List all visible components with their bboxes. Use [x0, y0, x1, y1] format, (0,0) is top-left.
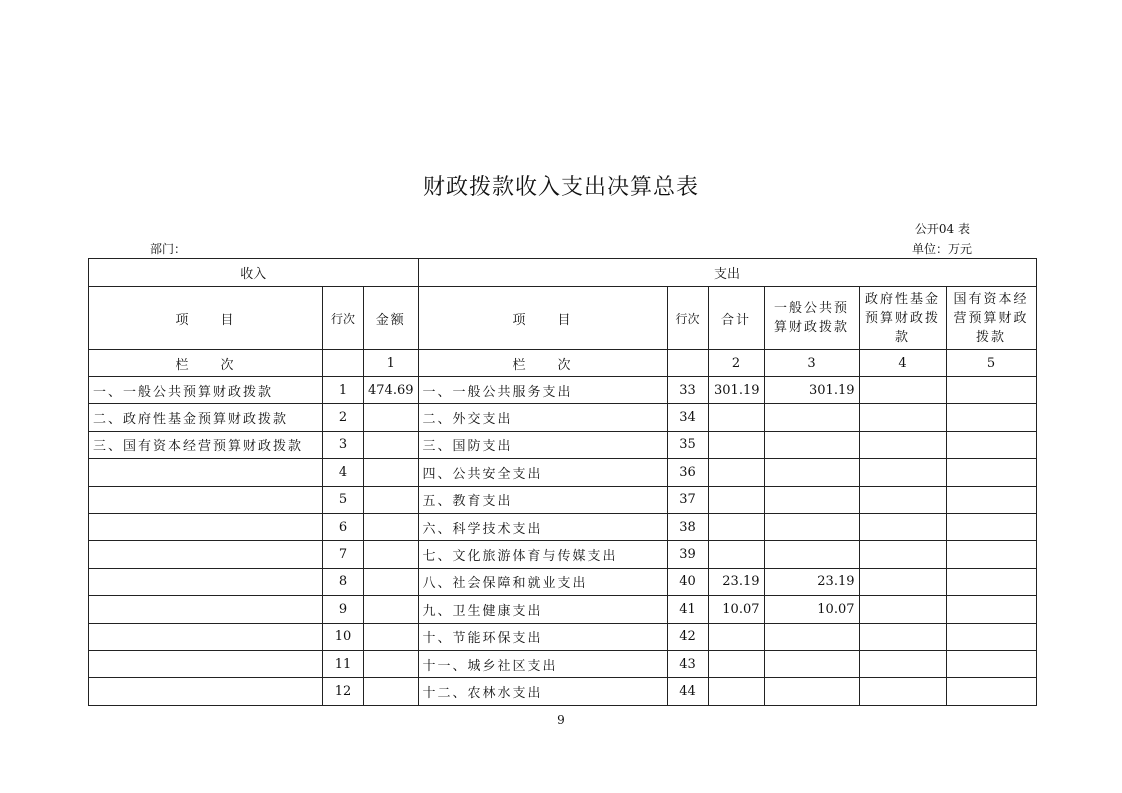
expense-line-cell: 36	[667, 459, 708, 486]
table-row	[89, 678, 1037, 705]
income-amount-cell	[364, 596, 419, 623]
expense-item-cell: 八、社会保障和就业支出	[418, 568, 667, 595]
empty-cell	[667, 350, 708, 377]
expense-item-cell: 十、节能环保支出	[418, 623, 667, 650]
income-line-cell: 1	[323, 377, 364, 404]
income-amount-cell	[364, 486, 419, 513]
expense-item-header: 项 目	[418, 287, 667, 350]
total-cell	[708, 513, 764, 540]
income-line-cell: 7	[323, 541, 364, 568]
income-item-cell: 一、一般公共预算财政拨款	[89, 377, 323, 404]
income-line-cell: 11	[323, 650, 364, 677]
expense-item-cell: 一、一般公共服务支出	[418, 377, 667, 404]
general-budget-cell	[764, 404, 859, 431]
income-item-cell	[89, 513, 323, 540]
income-amount-cell	[364, 568, 419, 595]
expense-column-order: 栏 次	[418, 350, 667, 377]
gov-fund-cell	[859, 596, 946, 623]
income-header: 收入	[89, 259, 419, 287]
general-budget-cell	[764, 650, 859, 677]
state-capital-cell	[946, 678, 1036, 705]
total-cell: 23.19	[708, 568, 764, 595]
general-budget-cell	[764, 513, 859, 540]
column-number-4: 4	[859, 350, 946, 377]
income-item-cell: 二、政府性基金预算财政拨款	[89, 404, 323, 431]
expense-item-cell: 四、公共安全支出	[418, 459, 667, 486]
state-capital-cell	[946, 596, 1036, 623]
general-budget-cell	[764, 541, 859, 568]
income-item-cell	[89, 459, 323, 486]
table-row	[89, 541, 1037, 568]
gov-fund-cell	[859, 377, 946, 404]
table-row	[89, 568, 1037, 595]
total-cell	[708, 431, 764, 458]
income-line-cell: 5	[323, 486, 364, 513]
income-item-cell: 三、国有资本经营预算财政拨款	[89, 431, 323, 458]
header-row-sections	[89, 259, 1037, 287]
total-header: 合计	[708, 287, 764, 350]
total-cell	[708, 678, 764, 705]
income-amount-cell	[364, 431, 419, 458]
expense-line-header: 行次	[667, 287, 708, 350]
state-capital-header: 国有资本经营预算财政拨款	[946, 287, 1036, 350]
income-line-cell: 8	[323, 568, 364, 595]
expense-line-cell: 38	[667, 513, 708, 540]
gov-fund-cell	[859, 678, 946, 705]
state-capital-cell	[946, 568, 1036, 595]
state-capital-cell	[946, 486, 1036, 513]
gov-fund-cell	[859, 431, 946, 458]
fiscal-appropriation-table	[88, 258, 1037, 706]
expense-item-cell: 六、科学技术支出	[418, 513, 667, 540]
total-cell	[708, 486, 764, 513]
income-item-header: 项 目	[89, 287, 323, 350]
expense-line-cell: 43	[667, 650, 708, 677]
general-budget-cell: 23.19	[764, 568, 859, 595]
expense-line-cell: 35	[667, 431, 708, 458]
table-row	[89, 623, 1037, 650]
income-line-cell: 4	[323, 459, 364, 486]
general-budget-cell	[764, 678, 859, 705]
income-amount-cell: 474.69	[364, 377, 419, 404]
gov-fund-cell	[859, 623, 946, 650]
gov-fund-cell	[859, 650, 946, 677]
income-item-cell	[89, 486, 323, 513]
expense-line-cell: 40	[667, 568, 708, 595]
general-budget-cell	[764, 459, 859, 486]
table-row	[89, 404, 1037, 431]
general-budget-cell	[764, 486, 859, 513]
income-column-order: 栏 次	[89, 350, 323, 377]
total-cell: 10.07	[708, 596, 764, 623]
expense-line-cell: 33	[667, 377, 708, 404]
total-cell	[708, 459, 764, 486]
expense-line-cell: 44	[667, 678, 708, 705]
income-line-cell: 9	[323, 596, 364, 623]
income-item-cell	[89, 650, 323, 677]
gov-fund-cell	[859, 541, 946, 568]
gov-fund-cell	[859, 486, 946, 513]
expense-line-cell: 41	[667, 596, 708, 623]
income-item-cell	[89, 678, 323, 705]
gov-fund-cell	[859, 568, 946, 595]
expense-item-cell: 十二、农林水支出	[418, 678, 667, 705]
general-budget-cell	[764, 623, 859, 650]
total-cell	[708, 404, 764, 431]
income-amount-cell	[364, 459, 419, 486]
income-line-cell: 12	[323, 678, 364, 705]
income-item-cell	[89, 596, 323, 623]
expense-line-cell: 34	[667, 404, 708, 431]
state-capital-cell	[946, 459, 1036, 486]
header-row-columns	[89, 287, 1037, 350]
gov-fund-cell	[859, 513, 946, 540]
income-item-cell	[89, 568, 323, 595]
page-title: 财政拨款收入支出决算总表	[422, 175, 699, 200]
general-budget-cell: 10.07	[764, 596, 859, 623]
income-amount-cell	[364, 404, 419, 431]
gov-fund-cell	[859, 404, 946, 431]
expense-item-cell: 三、国防支出	[418, 431, 667, 458]
table-row	[89, 377, 1037, 404]
state-capital-cell	[946, 541, 1036, 568]
table-code: 公开04 表	[914, 222, 970, 236]
general-budget-cell: 301.19	[764, 377, 859, 404]
state-capital-cell	[946, 377, 1036, 404]
department-label: 部门：	[150, 242, 187, 256]
gov-fund-header: 政府性基金预算财政拨款	[859, 287, 946, 350]
income-amount-cell	[364, 623, 419, 650]
column-number-1: 1	[364, 350, 419, 377]
income-item-cell	[89, 623, 323, 650]
income-line-cell: 10	[323, 623, 364, 650]
state-capital-cell	[946, 623, 1036, 650]
table-row	[89, 486, 1037, 513]
income-amount-cell	[364, 650, 419, 677]
total-cell: 301.19	[708, 377, 764, 404]
income-amount-cell	[364, 513, 419, 540]
gov-fund-cell	[859, 459, 946, 486]
income-amount-cell	[364, 541, 419, 568]
expense-item-cell: 二、外交支出	[418, 404, 667, 431]
expense-item-cell: 七、文化旅游体育与传媒支出	[418, 541, 667, 568]
table-row	[89, 513, 1037, 540]
state-capital-cell	[946, 650, 1036, 677]
state-capital-cell	[946, 404, 1036, 431]
table-row	[89, 650, 1037, 677]
income-amount-header: 金额	[364, 287, 419, 350]
expense-line-cell: 42	[667, 623, 708, 650]
expense-item-cell: 十一、城乡社区支出	[418, 650, 667, 677]
general-budget-header: 一般公共预算财政拨款	[764, 287, 859, 350]
empty-cell	[323, 350, 364, 377]
expense-header: 支出	[418, 259, 1036, 287]
column-number-5: 5	[946, 350, 1036, 377]
total-cell	[708, 623, 764, 650]
income-amount-cell	[364, 678, 419, 705]
expense-line-cell: 39	[667, 541, 708, 568]
column-number-3: 3	[764, 350, 859, 377]
expense-item-cell: 九、卫生健康支出	[418, 596, 667, 623]
income-line-header: 行次	[323, 287, 364, 350]
expense-item-cell: 五、教育支出	[418, 486, 667, 513]
income-line-cell: 3	[323, 431, 364, 458]
total-cell	[708, 650, 764, 677]
unit-label: 单位：万元	[911, 242, 972, 256]
state-capital-cell	[946, 431, 1036, 458]
expense-line-cell: 37	[667, 486, 708, 513]
column-number-2: 2	[708, 350, 764, 377]
state-capital-cell	[946, 513, 1036, 540]
column-order-row	[89, 350, 1037, 377]
page-number: 9	[557, 713, 565, 727]
table-row	[89, 596, 1037, 623]
table-row	[89, 459, 1037, 486]
income-line-cell: 2	[323, 404, 364, 431]
total-cell	[708, 541, 764, 568]
income-line-cell: 6	[323, 513, 364, 540]
income-item-cell	[89, 541, 323, 568]
table-row	[89, 431, 1037, 458]
general-budget-cell	[764, 431, 859, 458]
